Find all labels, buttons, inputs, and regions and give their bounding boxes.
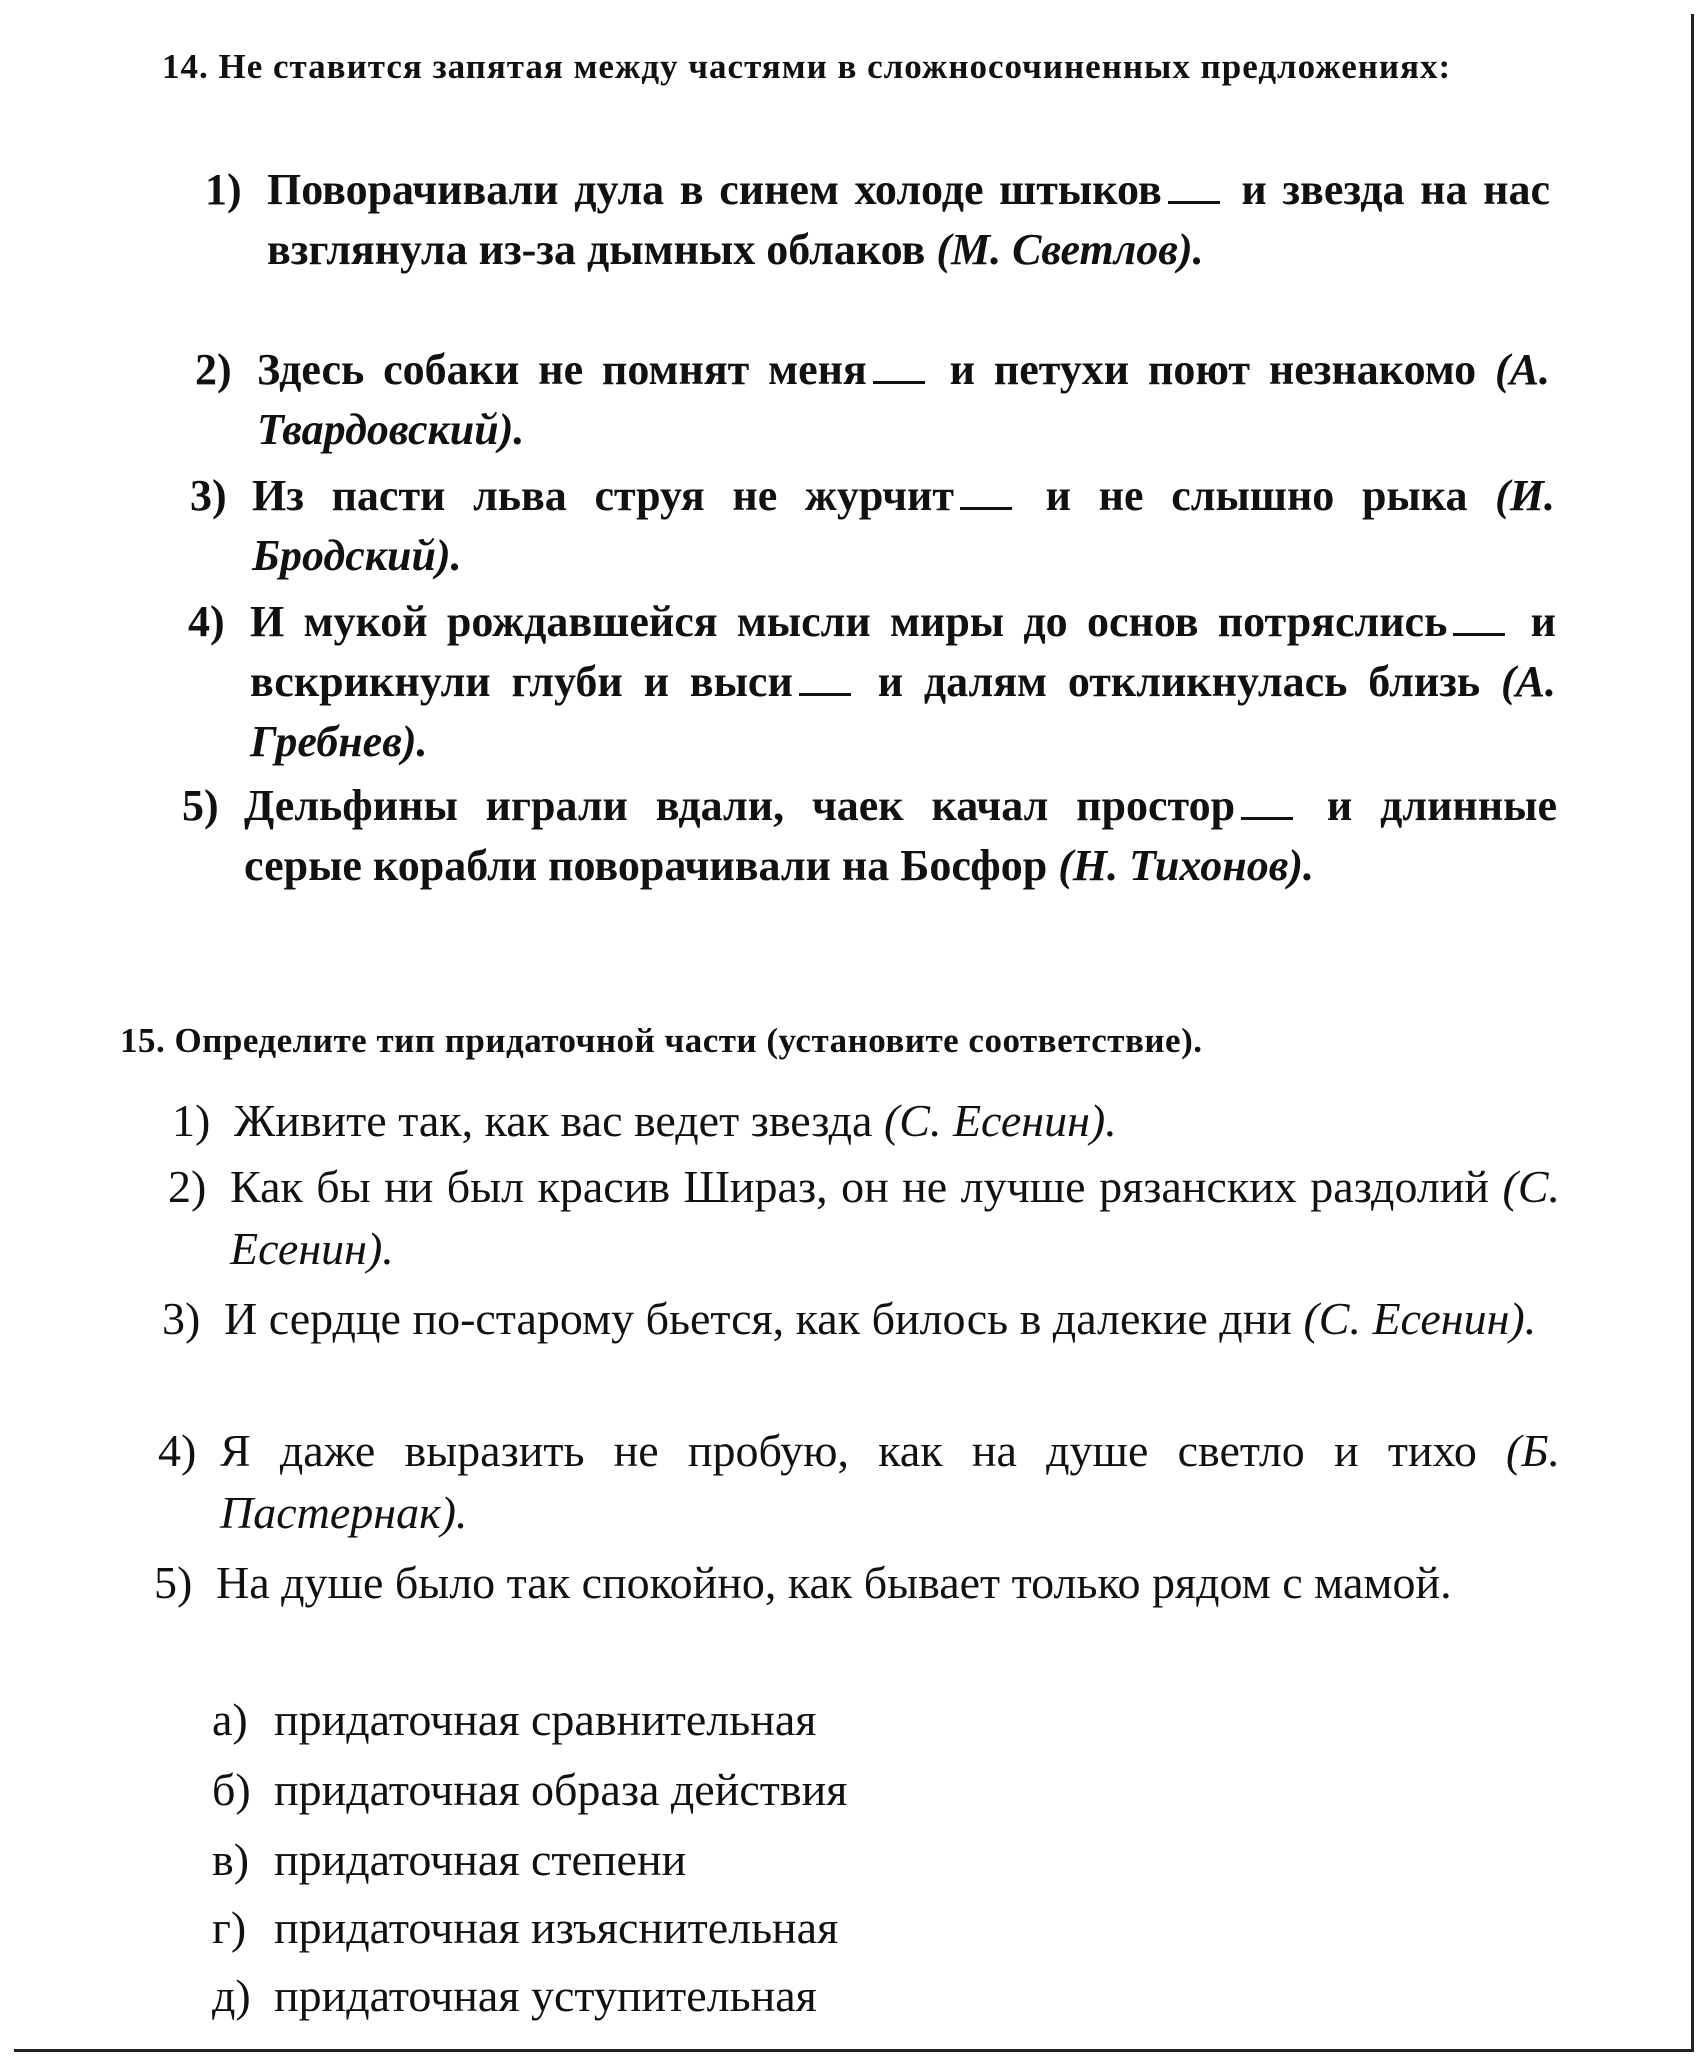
item-text: Из пасти льва струя не журчит — [252, 471, 954, 520]
option-text: придаточная изъяснительная — [274, 1902, 839, 1953]
item-number: 5) — [182, 781, 219, 830]
option-letter: г) — [212, 1902, 247, 1953]
item-author: (С. Есенин). — [230, 1161, 1560, 1274]
option-v — [212, 1830, 686, 1890]
task-14-heading — [84, 36, 1554, 98]
item-text: и вскрикнули глуби и выси — [250, 597, 1556, 706]
item-text: и не слышно рыка — [1045, 471, 1468, 520]
item-number: 4) — [188, 597, 225, 646]
option-d — [212, 1966, 817, 2026]
task-15-heading — [120, 1016, 1560, 1066]
item-text: Здесь собаки не помнят меня — [257, 345, 867, 394]
item-text: Поворачивали дула в синем холоде штыков — [267, 165, 1162, 214]
item-number: 2) — [195, 345, 232, 394]
answer-blank[interactable] — [873, 355, 925, 384]
item-text: Как бы ни был красив Шираз, он не лучше рязанских раздолий — [230, 1161, 1490, 1212]
option-a — [212, 1690, 816, 1750]
task-14-item-5 — [182, 776, 1557, 896]
item-text: Я даже выразить не пробую, как на душе светло и тихо — [220, 1425, 1477, 1476]
task-14-item-3 — [190, 466, 1555, 586]
task-15-title: Определите тип придаточной части (установите соответствие). — [174, 1021, 1203, 1060]
option-b — [212, 1760, 847, 1820]
option-text: придаточная уступительная — [274, 1970, 817, 2021]
task-15-item-4 — [158, 1420, 1560, 1544]
item-author: (С. Есенин). — [1303, 1293, 1537, 1344]
answer-blank[interactable] — [1168, 175, 1220, 204]
option-letter: б) — [212, 1764, 251, 1815]
task-14-title: Не ставится запятая между частями в сложносочиненных предложениях: — [218, 47, 1452, 86]
item-number: 1) — [172, 1095, 211, 1146]
task-15-item-5 — [154, 1552, 1560, 1614]
item-text: и далям откликнулась близь — [877, 657, 1481, 706]
task-14-item-4 — [188, 592, 1556, 772]
task-14-item-1 — [205, 160, 1550, 280]
item-number: 2) — [168, 1161, 207, 1212]
item-text: И сердце по-старому бьется, как билось в далекие дни — [224, 1293, 1292, 1344]
item-number: 5) — [154, 1557, 193, 1608]
item-text: Дельфины играли вдали, чаек качал простор — [244, 781, 1236, 830]
task-15-item-3 — [162, 1288, 1560, 1350]
option-text: придаточная степени — [274, 1834, 687, 1885]
answer-blank[interactable] — [1241, 791, 1293, 820]
item-author: (М. Светлов). — [936, 225, 1204, 274]
option-text: придаточная сравнительная — [274, 1694, 817, 1745]
item-text: и длинные серые корабли поворачивали на Босфор — [244, 781, 1558, 890]
option-text: придаточная образа действия — [274, 1764, 848, 1815]
item-text: Живите так, как вас ведет звезда — [234, 1095, 873, 1146]
task-15-item-2 — [168, 1156, 1560, 1280]
answer-blank[interactable] — [1453, 607, 1505, 636]
item-author: (Б. Пастернак). — [220, 1425, 1560, 1538]
option-letter: в) — [212, 1834, 250, 1885]
item-author: (С. Есенин). — [883, 1095, 1117, 1146]
item-text: На душе было так спокойно, как бывает только рядом с мамой. — [216, 1557, 1452, 1608]
option-letter: а) — [212, 1694, 248, 1745]
task-14-number: 14. — [162, 47, 209, 86]
item-number: 3) — [190, 471, 227, 520]
task-14-item-2 — [195, 340, 1550, 460]
item-author: (А. Гребнев). — [250, 657, 1557, 766]
option-letter: д) — [212, 1970, 251, 2021]
item-author: (А. Твардовский). — [257, 345, 1550, 454]
item-author: (Н. Тихонов). — [1058, 841, 1315, 890]
answer-blank[interactable] — [799, 667, 851, 696]
item-number: 1) — [205, 165, 242, 214]
answer-blank[interactable] — [960, 481, 1012, 510]
task-15-number: 15. — [120, 1021, 166, 1060]
item-text: и петухи поют незнакомо — [949, 345, 1477, 394]
item-text: И мукой рождавшейся мысли миры до основ потряслись — [250, 597, 1448, 646]
item-number: 3) — [162, 1293, 201, 1344]
option-g — [212, 1898, 838, 1958]
task-15-item-1 — [172, 1090, 1557, 1152]
item-text: и звезда на нас взглянула из-за дымных облаков — [267, 165, 1551, 274]
item-author: (И. Бродский). — [252, 471, 1556, 580]
item-number: 4) — [158, 1425, 197, 1476]
